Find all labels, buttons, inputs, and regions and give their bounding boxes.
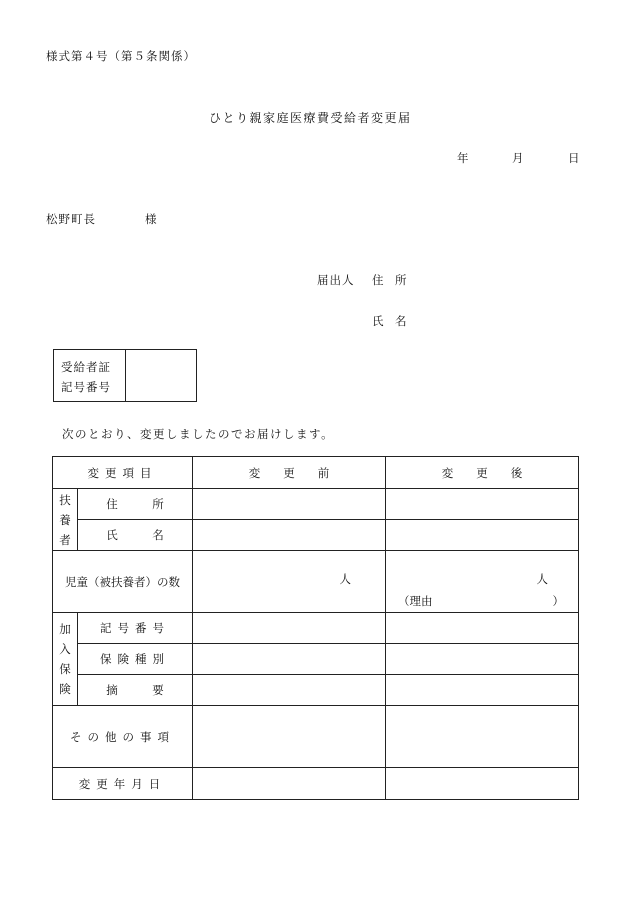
other-matters-label: その他の事項 xyxy=(53,706,193,768)
other-matters-after[interactable] xyxy=(386,706,579,768)
insurance-symbol-number-after[interactable] xyxy=(386,613,579,644)
table-row xyxy=(53,675,579,706)
certificate-number-field[interactable] xyxy=(127,350,196,401)
form-number: 様式第４号（第５条関係） xyxy=(46,49,196,63)
certificate-number-box xyxy=(53,349,197,402)
certificate-number-label xyxy=(54,350,126,401)
certificate-label-line1: 受給者証 xyxy=(61,360,111,374)
change-table xyxy=(52,456,579,800)
certificate-label-line2: 記号番号 xyxy=(61,380,111,394)
date-month-label: 月 xyxy=(512,151,524,165)
children-count-before[interactable] xyxy=(193,551,386,613)
intro-text: 次のとおり、変更しましたのでお届けします。 xyxy=(62,427,335,441)
insurance-summary-after[interactable] xyxy=(386,675,579,706)
change-date-label: 変更年月日 xyxy=(53,768,193,800)
supporter-name-label: 氏 名 xyxy=(78,520,193,551)
supporter-group-label: 扶 養 者 xyxy=(53,489,78,551)
table-row xyxy=(53,768,579,800)
insurance-group-label: 加 入 保 険 xyxy=(53,613,78,706)
table-row xyxy=(53,520,579,551)
insurance-type-label: 保険種別 xyxy=(78,644,193,675)
applicant-label: 届出人 xyxy=(317,273,355,287)
table-row xyxy=(53,644,579,675)
table-row xyxy=(53,489,579,520)
header-item: 変更項目 xyxy=(53,457,193,489)
children-count-label: 児童（被扶養者）の数 xyxy=(53,551,193,613)
table-row xyxy=(53,613,579,644)
insurance-type-before[interactable] xyxy=(193,644,386,675)
document-title: ひとり親家庭医療費受給者変更届 xyxy=(209,111,412,125)
insurance-summary-before[interactable] xyxy=(193,675,386,706)
addressee-suffix: 様 xyxy=(145,212,157,226)
supporter-address-after[interactable] xyxy=(386,489,579,520)
applicant-name-label: 氏 名 xyxy=(372,314,407,328)
insurance-type-after[interactable] xyxy=(386,644,579,675)
insurance-symbol-number-before[interactable] xyxy=(193,613,386,644)
supporter-address-before[interactable] xyxy=(193,489,386,520)
change-date-before[interactable] xyxy=(193,768,386,800)
table-row xyxy=(53,551,579,613)
header-before: 変 更 前 xyxy=(193,457,386,489)
table-row xyxy=(53,706,579,768)
date-day-label: 日 xyxy=(568,151,580,165)
reason-close: ） xyxy=(552,594,564,608)
children-count-after[interactable] xyxy=(386,551,579,613)
applicant-address-label: 住 所 xyxy=(372,273,407,287)
unit-after: 人 xyxy=(536,572,548,586)
insurance-symbol-number-label: 記号番号 xyxy=(78,613,193,644)
unit-before: 人 xyxy=(339,572,351,586)
reason-open: （理由 xyxy=(398,594,433,608)
supporter-name-after[interactable] xyxy=(386,520,579,551)
change-date-after[interactable] xyxy=(386,768,579,800)
table-header-row xyxy=(53,457,579,489)
supporter-address-label: 住 所 xyxy=(78,489,193,520)
date-year-label: 年 xyxy=(457,151,469,165)
header-after: 変 更 後 xyxy=(386,457,579,489)
insurance-summary-label: 摘 要 xyxy=(78,675,193,706)
addressee-name: 松野町長 xyxy=(46,212,96,226)
supporter-name-before[interactable] xyxy=(193,520,386,551)
other-matters-before[interactable] xyxy=(193,706,386,768)
